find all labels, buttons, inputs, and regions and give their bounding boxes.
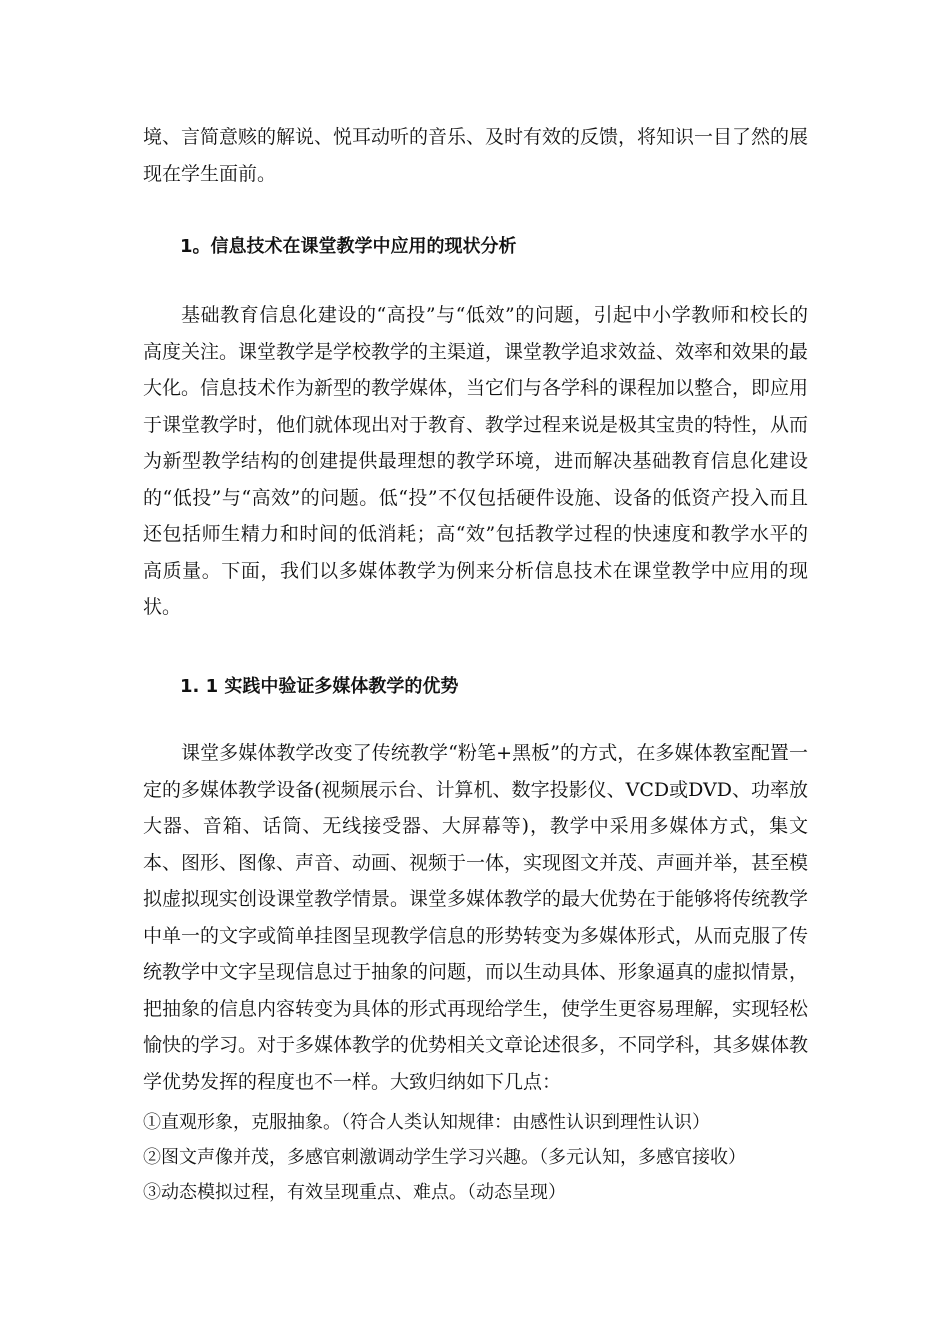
section-1-paragraph: 基础教育信息化建设的“高投”与“低效”的问题，引起中小学教师和校长的高度关注。课堂教学是学校教学的主渠道，课堂教学追求效益、效率和效果的最大化。信息技术作为新型的教学媒体，当它们与各学科的课程加以整合，即应用于课堂教学时，他们就体现出对于教育、教学过程来说是极其宝贵的特性，从而为新型教学结构的创建提供最理想的教学环境，进而解决基础教育信息化建设的“低投”与“高效”的问题。低“投”不仅包括硬件设施、设备的低资产投入而且还包括师生精力和时间的低消耗；高“效”包括教学过程的快速度和教学水平的高质量。下面，我们以多媒体教学为例来分析信息技术在课堂教学中应用的现状。 xyxy=(143,304,809,618)
section-1-1-paragraph: 课堂多媒体教学改变了传统教学“粉笔+黑板”的方式，在多媒体教室配置一定的多媒体教学设备(视频展示台、计算机、数字投影仪、VCD或DVD、功率放大器、音箱、话筒、无线接受器、大屏幕等)，教学中采用多媒体方式，集文本、图形、图像、声音、动画、视频于一体，实现图文并茂、声画并举，甚至模拟虚拟现实创设课堂教学情景。课堂多媒体教学的最大优势在于能够将传统教学中单一的文字或简单挂图呈现教学信息的形势转变为多媒体形式，从而克服了传统教学中文字呈现信息过于抽象的问题，而以生动具体、形象逼真的虚拟情景，把抽象的信息内容转变为具体的形式再现给学生，使学生更容易理解，实现轻松愉快的学习。对于多媒体教学的优势相关文章论述很多，不同学科，其多媒体教学优势发挥的程度也不一样。大致归纳如下几点： xyxy=(143,742,809,1093)
advantage-list-item-2: ②图文声像并茂，多感官刺激调动学生学习兴趣。（多元认知，多感官接收） xyxy=(143,1147,746,1168)
advantage-list-item-3: ③动态模拟过程，有效呈现重点、难点。（动态呈现） xyxy=(143,1182,566,1203)
section-1-heading: 1。信息技术在课堂教学中应用的现状分析 xyxy=(180,236,517,257)
section-1-1-heading: 1. 1 实践中验证多媒体教学的优势 xyxy=(180,676,459,697)
advantage-list-item-1: ①直观形象，克服抽象。（符合人类认知规律：由感性认识到理性认识） xyxy=(143,1112,710,1133)
intro-paragraph: 境、言简意赅的解说、悦耳动听的音乐、及时有效的反馈，将知识一目了然的展现在学生面前。 xyxy=(143,126,809,185)
